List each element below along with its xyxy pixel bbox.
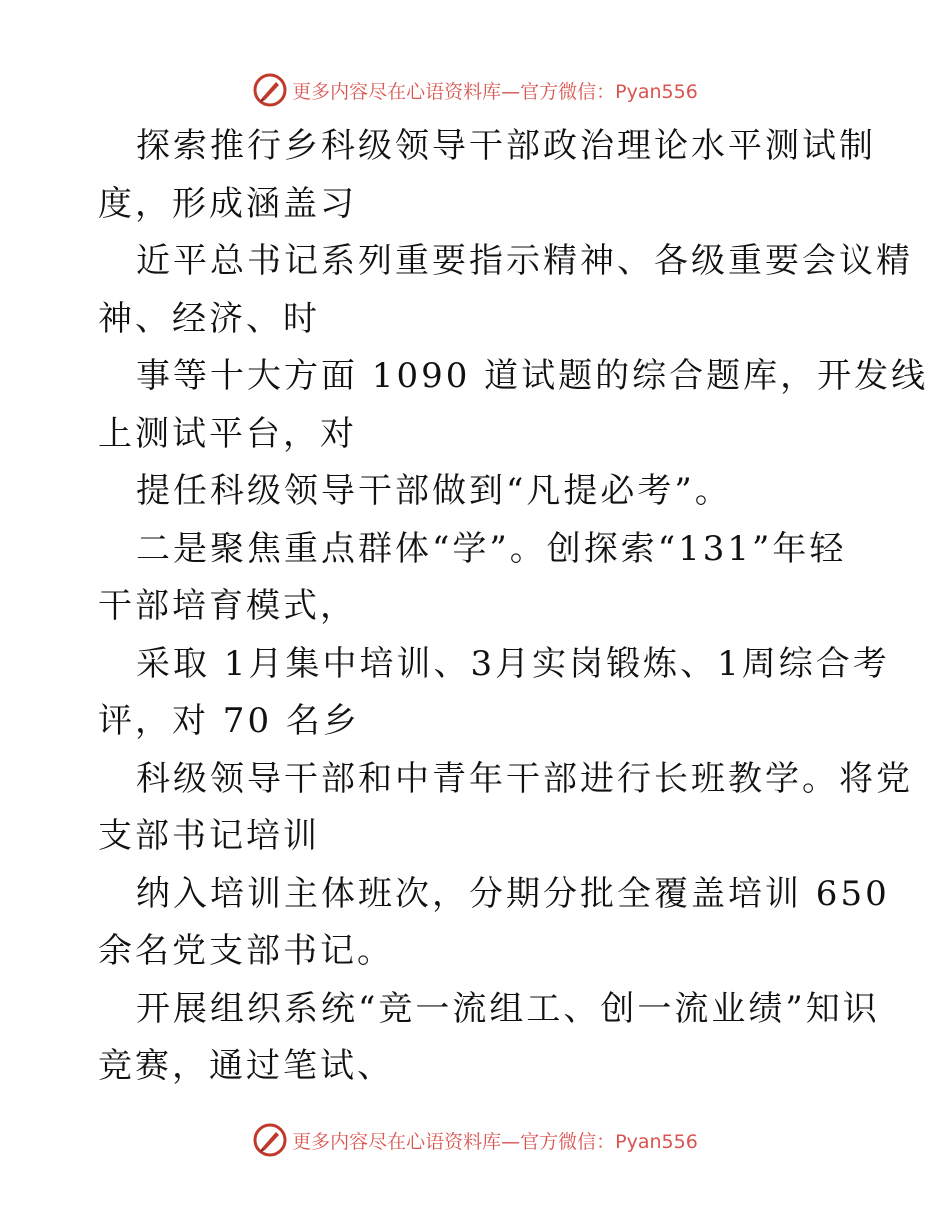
- text-line: 竞赛，通过笔试、: [98, 1046, 394, 1086]
- text-line: 科级领导干部和中青年干部进行长班教学。将党: [136, 758, 913, 799]
- watermark-footer: [0, 1120, 950, 1160]
- document-body: [98, 118, 929, 1096]
- text-line: 余名党支部书记。: [98, 931, 394, 971]
- text-line: 上测试平台，对: [98, 413, 357, 454]
- watermark-text: 更多内容尽在心语资料库—官方微信：Pyan556: [292, 80, 698, 103]
- text-line: 探索推行乡科级领导干部政治理论水平测试制: [136, 126, 876, 166]
- text-line: 近平总书记系列重要指示精神、各级重要会议精: [136, 241, 913, 281]
- text-line: 提任科级领导干部做到“凡提必考”。: [136, 471, 732, 511]
- text-line: 事等十大方面 1090 道试题的综合题库，开发线: [136, 356, 929, 396]
- text-line: 干部培育模式，: [98, 586, 357, 626]
- text-line: 支部书记培训: [98, 816, 320, 856]
- text-line: 采取 1月集中培训、3月实岗锻炼、1周综合考: [136, 643, 890, 684]
- text-line: 神、经济、时: [98, 298, 320, 339]
- text-line: 纳入培训主体班次，分期分批全覆盖培训 650: [136, 873, 890, 914]
- text-line: 开展组织系统“竞一流组工、创一流业绩”知识: [136, 988, 880, 1029]
- pen-logo-icon: [252, 1122, 288, 1158]
- watermark-text: 更多内容尽在心语资料库—官方微信：Pyan556: [292, 1130, 698, 1153]
- text-line: 度，形成涵盖习: [98, 183, 357, 224]
- pen-logo-icon: [252, 72, 288, 108]
- text-line: 评，对 70 名乡: [98, 701, 360, 741]
- text-line: 二是聚焦重点群体“学”。创探索“131”年轻: [136, 528, 847, 569]
- watermark-header: [0, 70, 950, 110]
